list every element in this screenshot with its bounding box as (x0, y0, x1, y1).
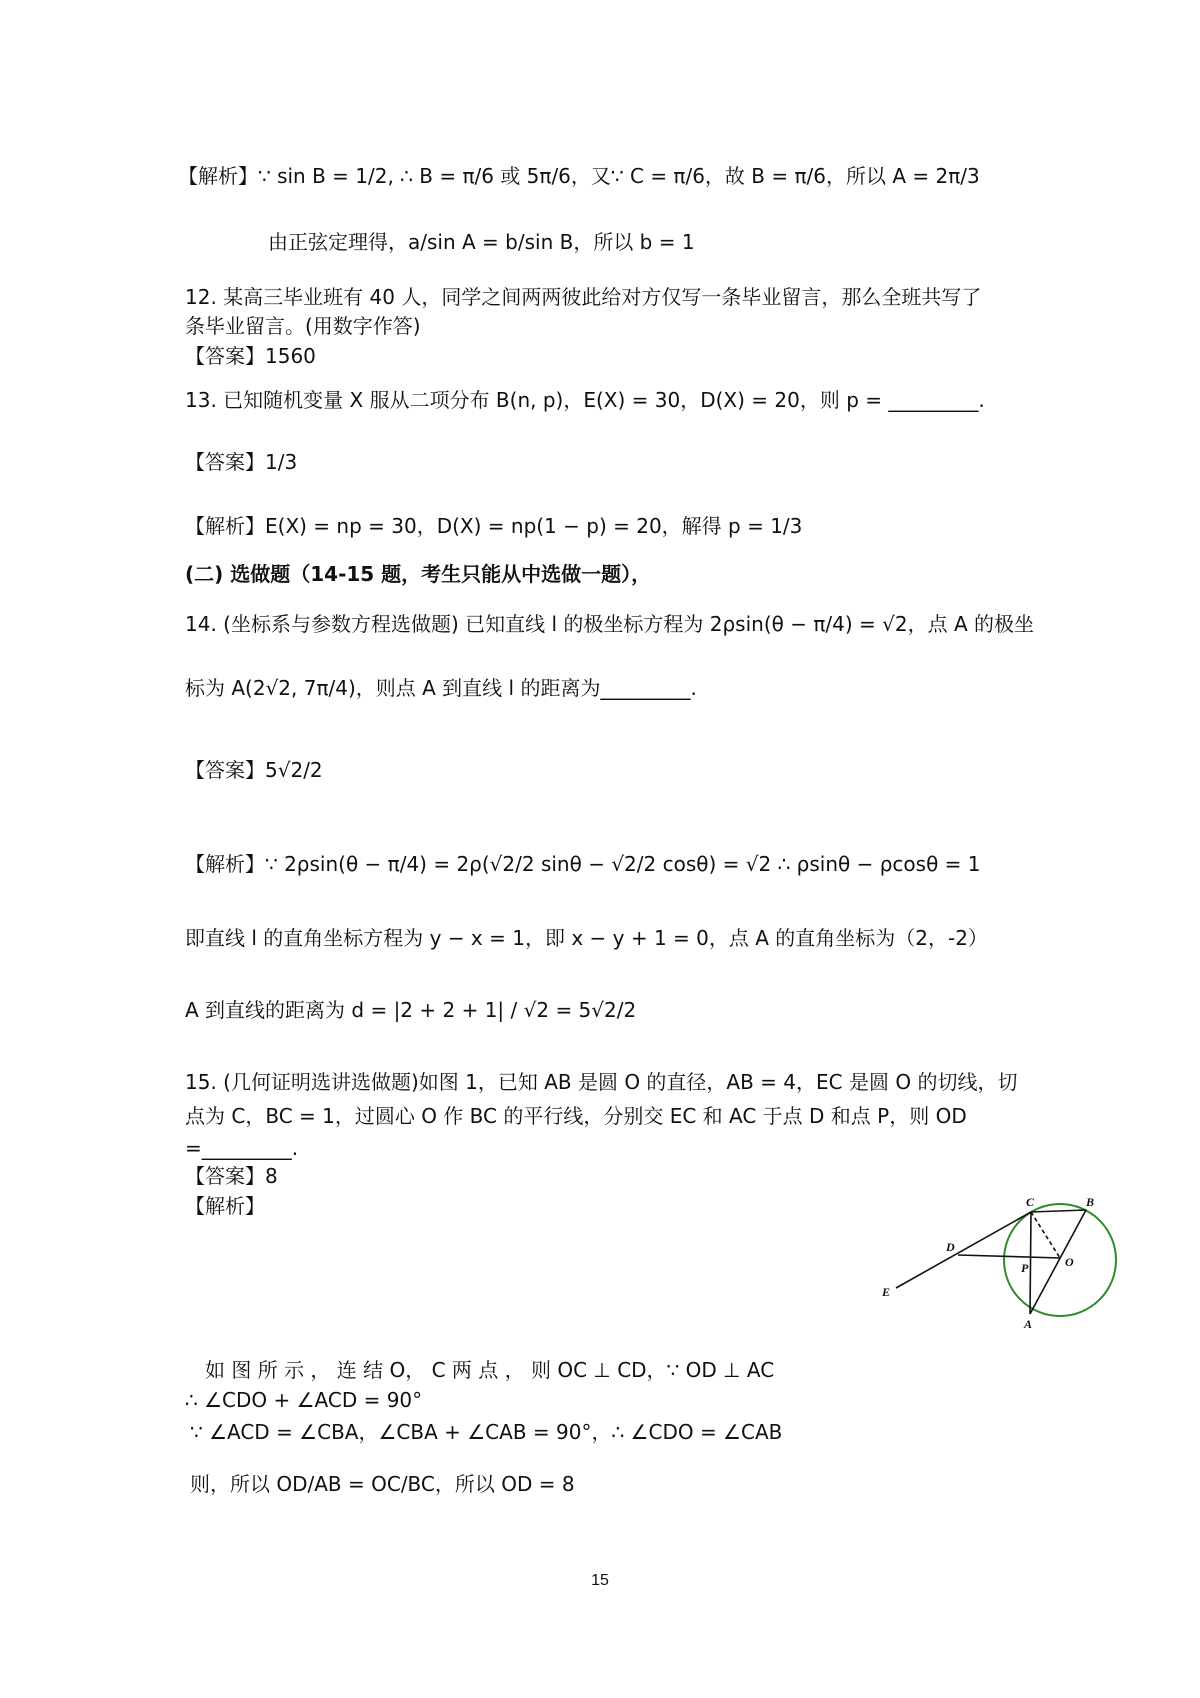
label-o: O (1065, 1255, 1074, 1269)
line-11: 标为 A(2√2, 7π/4)，则点 A 到直线 l 的距离为_________. (185, 676, 697, 700)
line-7: 【答案】1/3 (185, 450, 298, 474)
line-19: 【答案】8 (185, 1164, 278, 1188)
geometry-figure (880, 1178, 1130, 1346)
tangent-ec (896, 1212, 1031, 1288)
chord-cb (1031, 1210, 1086, 1212)
diameter-ab (1030, 1210, 1086, 1314)
line-9: (二) 选做题（14-15 题，考生只能从中选做一题）， (185, 562, 652, 586)
line-24: 则，所以 OD/AB = OC/BC，所以 OD = 8 (190, 1472, 575, 1496)
line-18: =_________. (185, 1136, 299, 1160)
line-do (958, 1255, 1060, 1258)
page-number: 15 (591, 1572, 609, 1589)
line-4: 条毕业留言。(用数字作答) (185, 314, 421, 338)
line-3: 12. 某高三毕业班有 40 人，同学之间两两彼此给对方仅写一条毕业留言，那么全班共写了 (185, 285, 982, 309)
line-16: 15. (几何证明选讲选做题)如图 1，已知 AB 是圆 O 的直径，AB = 4，EC 是圆 O 的切线，切 (185, 1070, 1018, 1094)
segment-oc-dashed (1031, 1212, 1060, 1258)
line-23: ∵ ∠ACD = ∠CBA，∠CBA + ∠CAB = 90°，∴ ∠CDO = ∠CAB (190, 1420, 783, 1444)
label-a: A (1024, 1317, 1033, 1331)
line-15: A 到直线的距离为 d = |2 + 2 + 1| / √2 = 5√2/2 (185, 998, 637, 1022)
line-6: 13. 已知随机变量 X 服从二项分布 B(n, p)，E(X) = 30，D(X) = 20，则 p = _________. (185, 388, 985, 412)
label-b: B (1086, 1195, 1095, 1209)
line-12: 【答案】5√2/2 (185, 758, 323, 782)
line-20: 【解析】 (185, 1194, 265, 1218)
line-17: 点为 C，BC = 1，过圆心 O 作 BC 的平行线，分别交 EC 和 AC 于点 D 和点 P，则 OD (185, 1104, 967, 1128)
label-p: P (1021, 1261, 1029, 1275)
label-c: C (1026, 1195, 1035, 1209)
label-d: D (946, 1240, 955, 1254)
chord-ca (1030, 1212, 1031, 1314)
label-e: E (882, 1285, 891, 1299)
line-13: 【解析】∵ 2ρsin(θ − π/4) = 2ρ(√2/2 sinθ − √2/2 cosθ) = √2 ∴ ρsinθ − ρcosθ = 1 (185, 852, 981, 876)
line-14: 即直线 l 的直角坐标方程为 y − x = 1，即 x − y + 1 = 0，点 A 的直角坐标为（2，-2） (185, 926, 988, 950)
line-2: 由正弦定理得，a/sin A = b/sin B，所以 b = 1 (268, 230, 695, 254)
line-8: 【解析】E(X) = np = 30，D(X) = np(1 − p) = 20，解得 p = 1/3 (185, 514, 803, 538)
line-10: 14. (坐标系与参数方程选做题) 已知直线 l 的极坐标方程为 2ρsin(θ − π/4) = √2，点 A 的极坐 (185, 612, 1034, 636)
line-22: ∴ ∠CDO + ∠ACD = 90° (185, 1388, 423, 1412)
circle-o (1004, 1204, 1116, 1316)
line-1: 【解析】∵ sin B = 1/2, ∴ B = π/6 或 5π/6，又∵ C = π/6，故 B = π/6，所以 A = 2π/3 (178, 164, 980, 188)
line-5: 【答案】1560 (185, 344, 316, 368)
line-21: 如 图 所 示 ， 连 结 O， C 两 点 ， 则 OC ⊥ CD，∵ OD ⊥ AC (205, 1358, 775, 1382)
